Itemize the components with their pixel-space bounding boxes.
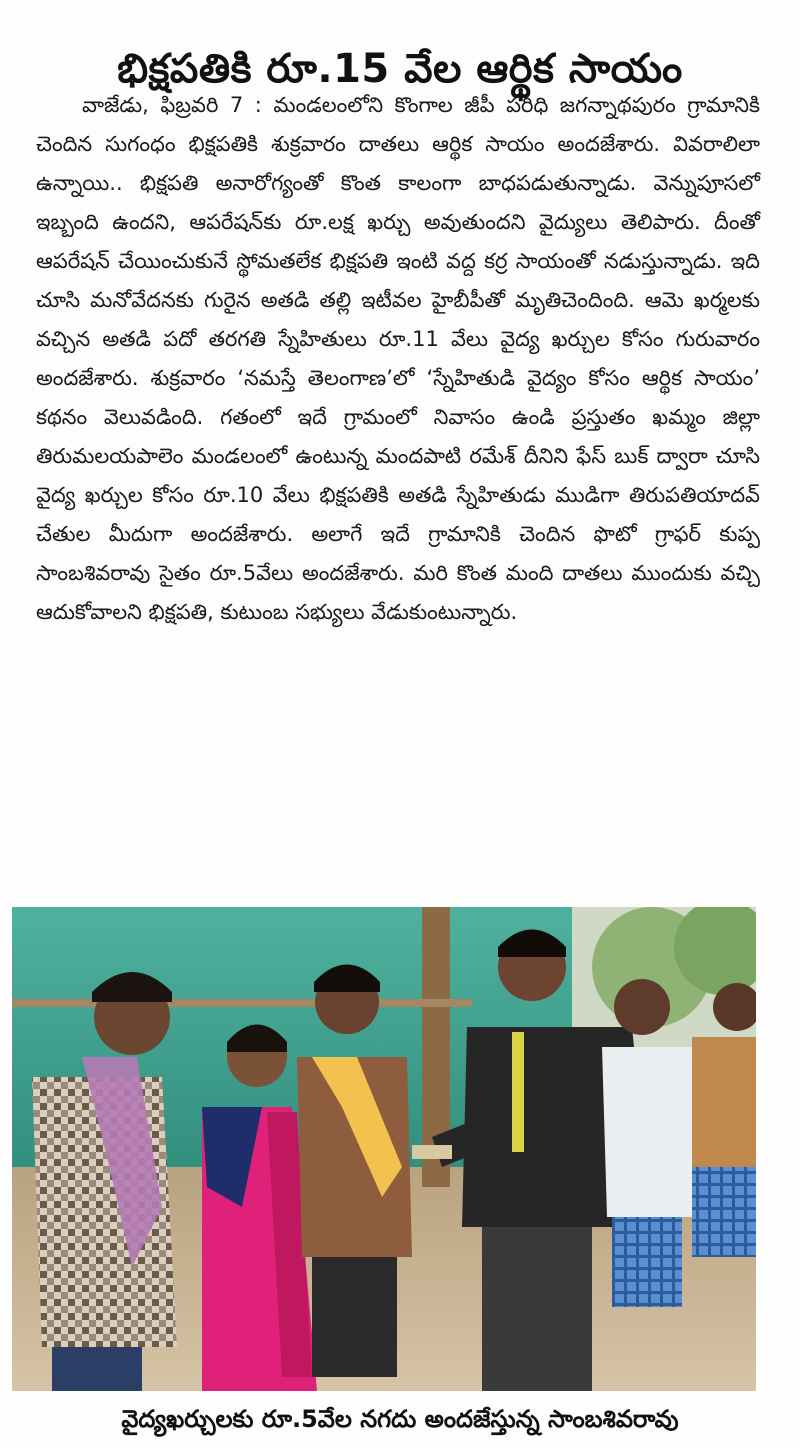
article-headline: భిక్షపతికి రూ.15 వేల ఆర్థిక సాయం: [117, 45, 683, 92]
photo-caption: వైద్యఖర్చులకు రూ.5వేల నగదు అందజేస్తున్న సాంబశివరావు: [121, 1405, 679, 1433]
cash-notes: [412, 1145, 452, 1159]
photo-illustration: [12, 907, 756, 1391]
article-body: వాజేడు, ఫిబ్రవరి 7 : మండలంలోని కొంగాల జీపీ పరిధి జగన్నాథపురం గ్రామానికి చెందిన సుగంధం భిక్షపతికి శుక్రవారం దాతలు ఆర్థిక సాయం అందజేశారు. వివరాలిలా ఉన్నాయి.. భిక్షపతి అనారోగ్యంతో కొంత కాలంగా బాధపడుతున్నాడు. వెన్నుపూసలో ఇబ్బంది ఉందని, ఆపరేషన్‌కు రూ.లక్ష ఖర్చు అవుతుందని వైద్యులు తెలిపారు. దీంతో ఆపరేషన్ చేయించుకునే స్థోమతలేక భిక్షపతి ఇంటి వద్ద కర్ర సాయంతో నడుస్తున్నాడు. ఇది చూసి మనోవేదనకు గురైన అతడి తల్లి ఇటీవల హైబీపీతో మృతిచెందింది. ఆమె ఖర్మలకు వచ్చిన అతడి పదో తరగతి స్నేహితులు రూ.11 వేలు వైద్య ఖర్చుల కోసం గురువారం అందజేశారు. శుక్రవారం ‘నమస్తే తెలంగాణ’లో ‘స్నేహితుడి వైద్యం కోసం ఆర్థిక సాయం’ కథనం వెలువడింది. గతంలో ఇదే గ్రామంలో నివాసం ఉండి ప్రస్తుతం ఖమ్మం జిల్లా తిరుమలయపాలెం మండలంలో ఉంటున్న మందపాటి రమేశ్ దీనిని ఫేస్ బుక్ ద్వారా చూసి వైద్య ఖర్చుల కోసం రూ.10 వేలు భిక్షపతికి అతడి స్నేహితుడు ముడిగా తిరుపతియాదవ్ చేతుల మీదుగా అందజేశారు. అలాగే ఇదే గ్రామానికి చెందిన ఫొటో గ్రాఫర్ కుప్ప సాంబశివరావు సైతం రూ.5వేలు అందజేశారు. మరి కొంత మంది దాతలు ముందుకు వచ్చి ఆదుకోవాలని భిక్షపతి, కుటుంబ సభ్యులు వేడుకుంటున్నారు.: [36, 93, 760, 624]
article-photo: [12, 907, 756, 1391]
